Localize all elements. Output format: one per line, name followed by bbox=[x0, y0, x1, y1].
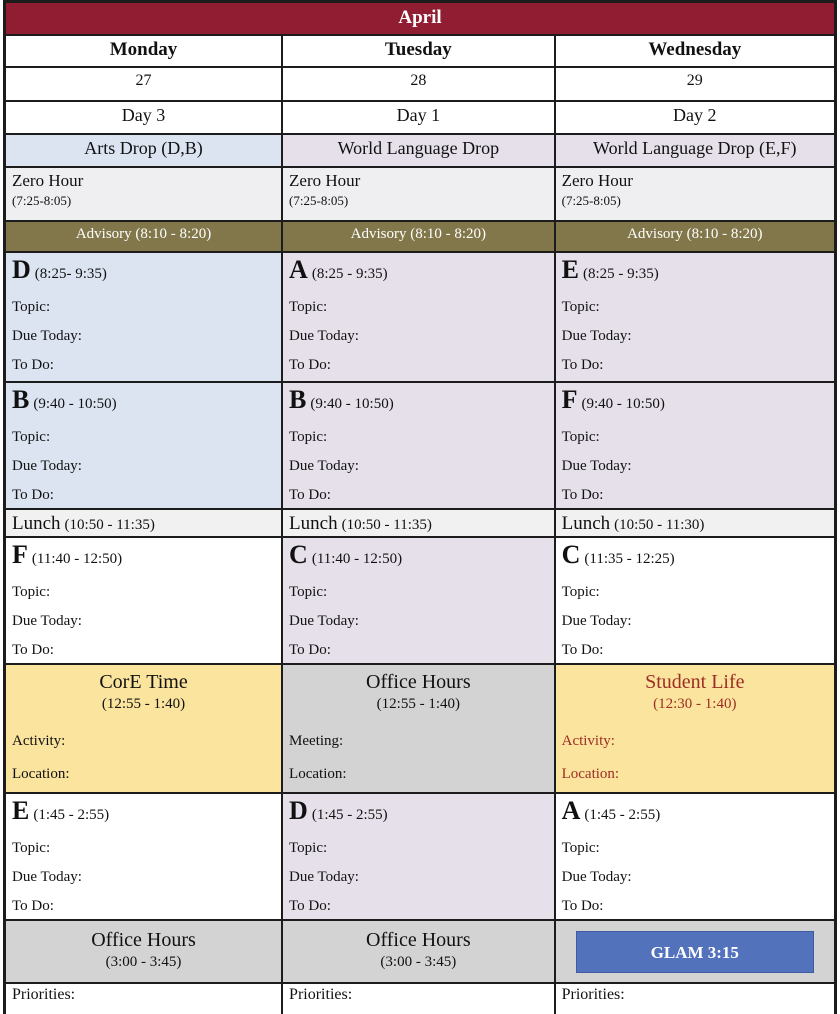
to-do-label: To Do: bbox=[12, 357, 54, 373]
topic-label: Topic: bbox=[561, 584, 600, 600]
lunch-name: Lunch bbox=[12, 513, 61, 534]
office-hours-tuesday-after bbox=[282, 920, 555, 983]
class-block-wednesday-1 bbox=[555, 252, 836, 382]
due-today-label: Due Today: bbox=[12, 613, 82, 629]
after-title: Office Hours bbox=[91, 929, 196, 951]
priorities-label: Priorities: bbox=[561, 986, 625, 1003]
location-label: Location: bbox=[12, 766, 70, 782]
due-today-label: Due Today: bbox=[561, 613, 632, 629]
block-time: (11:40 - 12:50) bbox=[31, 551, 123, 567]
office-hours-monday-after bbox=[5, 920, 283, 983]
glam-cell-wednesday bbox=[555, 920, 836, 983]
block-letter: D bbox=[12, 255, 31, 284]
class-block-wednesday-2 bbox=[555, 382, 836, 509]
zero-hour-name: Zero Hour bbox=[12, 171, 84, 190]
midday-title: CorE Time bbox=[99, 671, 188, 693]
to-do-label: To Do: bbox=[12, 487, 54, 503]
block-time: (8:25- 9:35) bbox=[34, 266, 107, 282]
block-time: (9:40 - 10:50) bbox=[310, 396, 394, 412]
class-block-tuesday-4 bbox=[282, 793, 555, 920]
meeting-label: Meeting: bbox=[289, 733, 344, 749]
lunch-name: Lunch bbox=[561, 513, 611, 534]
to-do-label: To Do: bbox=[561, 487, 604, 503]
block-time: (11:35 - 12:25) bbox=[584, 551, 675, 567]
block-time: (9:40 - 10:50) bbox=[581, 396, 665, 412]
drop-monday: Arts Drop (D,B) bbox=[5, 134, 283, 167]
lunch-monday bbox=[5, 509, 283, 537]
due-today-label: Due Today: bbox=[561, 458, 632, 474]
due-today-label: Due Today: bbox=[289, 458, 359, 474]
block-letter: F bbox=[12, 540, 28, 569]
block-time: (1:45 - 2:55) bbox=[33, 807, 110, 823]
lunch-time: (10:50 - 11:35) bbox=[64, 517, 155, 533]
activity-label: Activity: bbox=[12, 733, 66, 749]
block-letter: A bbox=[561, 796, 581, 825]
cycle-day-monday: Day 3 bbox=[5, 101, 283, 134]
due-today-label: Due Today: bbox=[561, 328, 632, 344]
due-today-label: Due Today: bbox=[289, 869, 359, 885]
after-title: Office Hours bbox=[366, 929, 471, 951]
office-hours-tuesday-midday bbox=[282, 664, 555, 793]
drop-tuesday: World Language Drop bbox=[282, 134, 555, 167]
class-block-monday-3 bbox=[5, 537, 283, 664]
advisory-wednesday: Advisory (8:10 - 8:20) bbox=[555, 221, 836, 252]
class-block-tuesday-1 bbox=[282, 252, 555, 382]
zero-hour-time: (7:25-8:05) bbox=[289, 193, 349, 208]
midday-title: Office Hours bbox=[366, 671, 471, 693]
lunch-time: (10:50 - 11:30) bbox=[614, 517, 705, 533]
to-do-label: To Do: bbox=[561, 898, 604, 914]
due-today-label: Due Today: bbox=[289, 613, 359, 629]
priorities-tuesday bbox=[282, 983, 555, 1014]
to-do-label: To Do: bbox=[289, 357, 331, 373]
midday-time: (12:55 - 1:40) bbox=[376, 696, 460, 712]
due-today-label: Due Today: bbox=[289, 328, 359, 344]
topic-label: Topic: bbox=[561, 299, 600, 315]
class-block-tuesday-2 bbox=[282, 382, 555, 509]
lunch-wednesday bbox=[555, 509, 836, 537]
zero-hour-name: Zero Hour bbox=[561, 171, 633, 190]
topic-label: Topic: bbox=[289, 429, 328, 445]
priorities-wednesday bbox=[555, 983, 836, 1014]
block-letter: E bbox=[12, 796, 30, 825]
block-time: (1:45 - 2:55) bbox=[584, 807, 661, 823]
advisory-tuesday: Advisory (8:10 - 8:20) bbox=[282, 221, 555, 252]
topic-label: Topic: bbox=[561, 840, 600, 856]
priorities-monday bbox=[5, 983, 283, 1014]
class-block-wednesday-3 bbox=[555, 537, 836, 664]
location-label: Location: bbox=[289, 766, 347, 782]
due-today-label: Due Today: bbox=[561, 869, 632, 885]
zero-hour-monday bbox=[5, 167, 283, 221]
zero-hour-time: (7:25-8:05) bbox=[12, 193, 72, 208]
due-today-label: Due Today: bbox=[12, 328, 82, 344]
cycle-day-wednesday: Day 2 bbox=[555, 101, 836, 134]
topic-label: Topic: bbox=[12, 584, 51, 600]
midday-time: (12:30 - 1:40) bbox=[653, 696, 737, 712]
block-time: (8:25 - 9:35) bbox=[311, 266, 388, 282]
block-time: (1:45 - 2:55) bbox=[311, 807, 388, 823]
to-do-label: To Do: bbox=[561, 642, 604, 658]
block-letter: F bbox=[561, 385, 578, 414]
topic-label: Topic: bbox=[12, 429, 51, 445]
zero-hour-tuesday bbox=[282, 167, 555, 221]
location-label: Location: bbox=[561, 766, 620, 782]
core-time-monday bbox=[5, 664, 283, 793]
student-life-wednesday bbox=[555, 664, 836, 793]
to-do-label: To Do: bbox=[12, 898, 54, 914]
block-time: (11:40 - 12:50) bbox=[311, 551, 403, 567]
lunch-name: Lunch bbox=[289, 513, 338, 534]
topic-label: Topic: bbox=[289, 840, 328, 856]
lunch-tuesday bbox=[282, 509, 555, 537]
zero-hour-time: (7:25-8:05) bbox=[561, 193, 621, 208]
class-block-monday-2 bbox=[5, 382, 283, 509]
glam-button[interactable]: GLAM 3:15 bbox=[576, 931, 814, 973]
midday-time: (12:55 - 1:40) bbox=[101, 696, 186, 712]
block-letter: B bbox=[289, 385, 307, 414]
weekly-schedule-table bbox=[3, 0, 837, 1014]
class-block-tuesday-3 bbox=[282, 537, 555, 664]
weekday-wednesday: Wednesday bbox=[555, 35, 836, 67]
class-block-wednesday-4 bbox=[555, 793, 836, 920]
zero-hour-wednesday bbox=[555, 167, 836, 221]
block-letter: E bbox=[561, 255, 579, 284]
zero-hour-name: Zero Hour bbox=[289, 171, 361, 190]
weekday-tuesday: Tuesday bbox=[282, 35, 555, 67]
month-title: April bbox=[5, 2, 836, 36]
topic-label: Topic: bbox=[289, 299, 328, 315]
priorities-label: Priorities: bbox=[289, 986, 353, 1003]
after-time: (3:00 - 3:45) bbox=[380, 954, 457, 970]
midday-title: Student Life bbox=[645, 671, 745, 693]
date-tuesday: 28 bbox=[282, 67, 555, 101]
weekday-monday: Monday bbox=[5, 35, 283, 67]
glam-button-wrap bbox=[556, 921, 834, 982]
block-letter: D bbox=[289, 796, 308, 825]
priorities-label: Priorities: bbox=[12, 986, 76, 1003]
due-today-label: Due Today: bbox=[12, 458, 82, 474]
date-wednesday: 29 bbox=[555, 67, 836, 101]
topic-label: Topic: bbox=[289, 584, 328, 600]
block-letter: A bbox=[289, 255, 308, 284]
to-do-label: To Do: bbox=[12, 642, 54, 658]
topic-label: Topic: bbox=[12, 299, 51, 315]
advisory-monday: Advisory (8:10 - 8:20) bbox=[5, 221, 283, 252]
block-letter: C bbox=[561, 540, 581, 569]
block-letter: B bbox=[12, 385, 30, 414]
drop-wednesday: World Language Drop (E,F) bbox=[555, 134, 836, 167]
cycle-day-tuesday: Day 1 bbox=[282, 101, 555, 134]
lunch-time: (10:50 - 11:35) bbox=[341, 517, 432, 533]
activity-label: Activity: bbox=[561, 733, 615, 749]
date-monday: 27 bbox=[5, 67, 283, 101]
to-do-label: To Do: bbox=[561, 357, 604, 373]
class-block-monday-1 bbox=[5, 252, 283, 382]
block-time: (9:40 - 10:50) bbox=[33, 396, 117, 412]
block-time: (8:25 - 9:35) bbox=[582, 266, 659, 282]
block-letter: C bbox=[289, 540, 308, 569]
topic-label: Topic: bbox=[561, 429, 600, 445]
due-today-label: Due Today: bbox=[12, 869, 82, 885]
to-do-label: To Do: bbox=[289, 898, 331, 914]
to-do-label: To Do: bbox=[289, 642, 331, 658]
after-time: (3:00 - 3:45) bbox=[105, 954, 182, 970]
topic-label: Topic: bbox=[12, 840, 51, 856]
class-block-monday-4 bbox=[5, 793, 283, 920]
to-do-label: To Do: bbox=[289, 487, 331, 503]
